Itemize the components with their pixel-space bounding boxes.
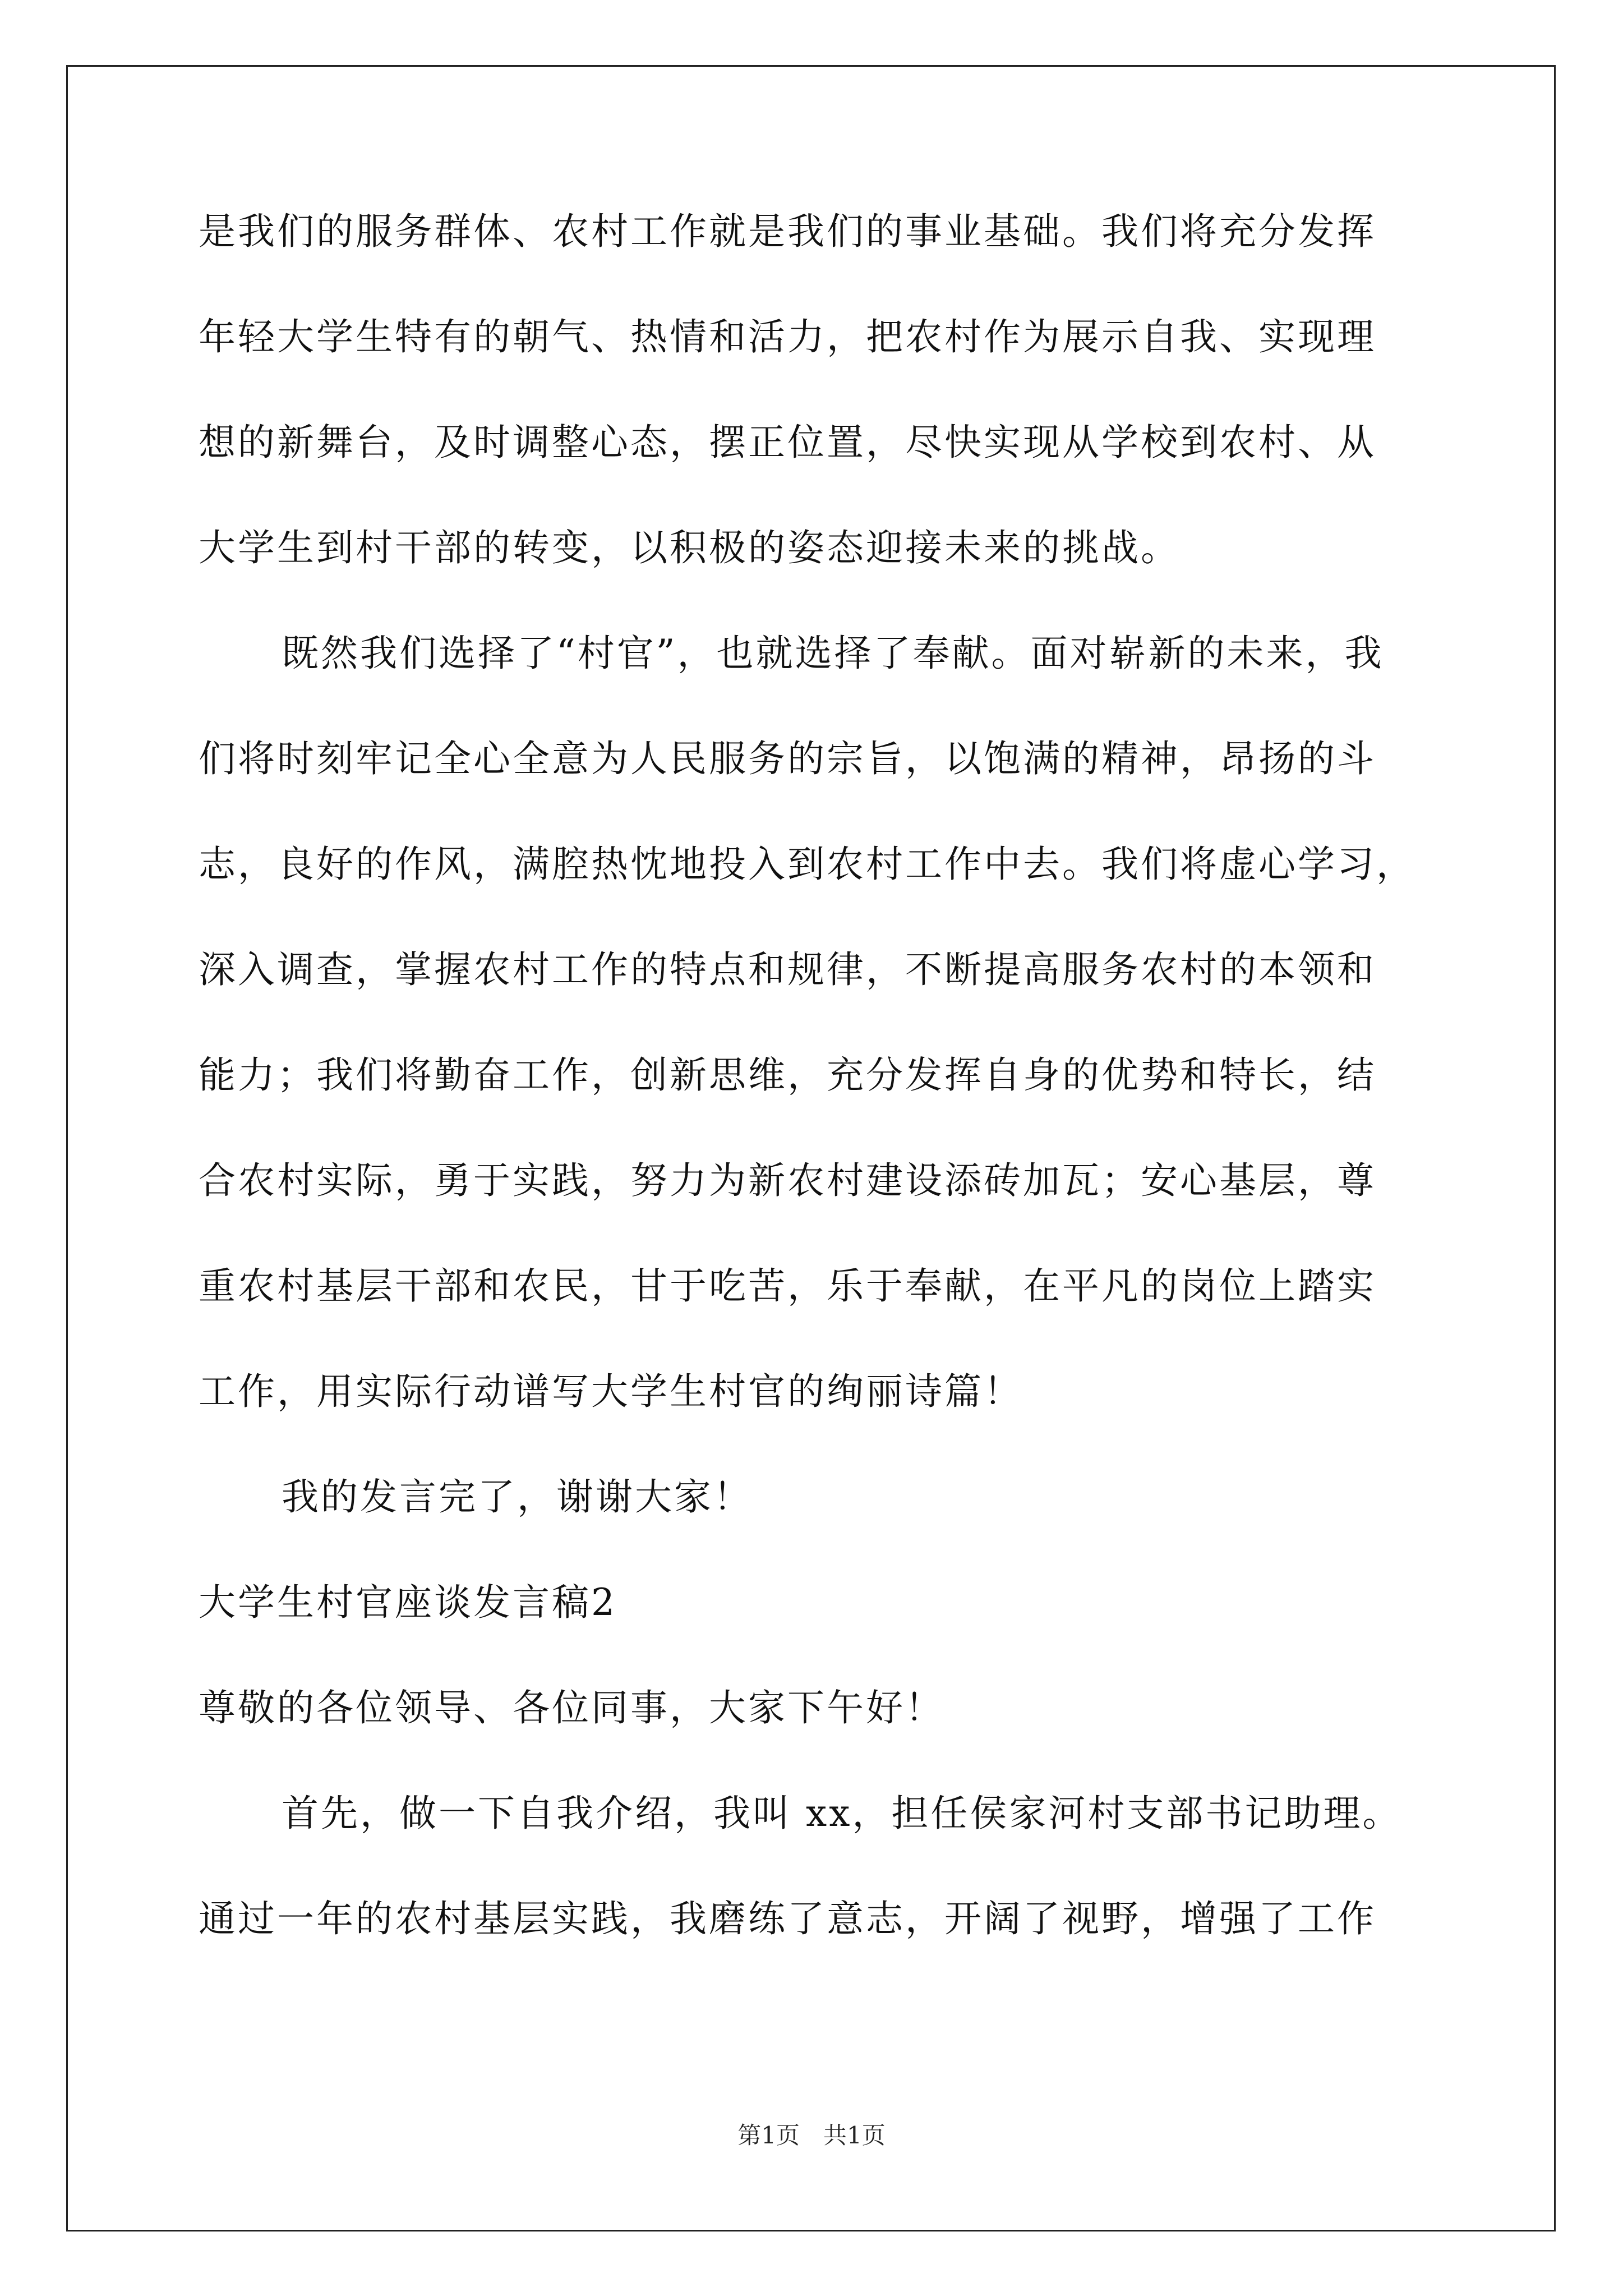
paragraph-line: 通过一年的农村基层实践，我磨练了意志，开阔了视野，增强了工作 xyxy=(199,1897,1376,1940)
paragraph-line: 深入调查，掌握农村工作的特点和规律，不断提高服务农村的本领和 xyxy=(199,948,1376,991)
paragraph-line: 首先，做一下自我介绍，我叫 xx，担任侯家河村支部书记助理。 xyxy=(282,1792,1402,1835)
paragraph-line: 重农村基层干部和农民，甘于吃苦，乐于奉献，在平凡的岗位上踏实 xyxy=(199,1264,1376,1308)
paragraph-line: 是我们的服务群体、农村工作就是我们的事业基础。我们将充分发挥 xyxy=(199,210,1376,253)
paragraph-line: 志，良好的作风，满腔热忱地投入到农村工作中去。我们将虚心学习， xyxy=(199,843,1415,886)
page-footer: 第1页 共1页 xyxy=(737,2122,886,2149)
paragraph-line: 合农村实际，勇于实践，努力为新农村建设添砖加瓦；安心基层，尊 xyxy=(199,1159,1376,1202)
paragraph-line: 年轻大学生特有的朝气、热情和活力，把农村作为展示自我、实现理 xyxy=(199,315,1376,358)
paragraph-line: 工作，用实际行动谱写大学生村官的绚丽诗篇！ xyxy=(199,1370,1023,1413)
paragraph-line: 大学生到村干部的转变，以积极的姿态迎接未来的挑战。 xyxy=(199,526,1180,569)
paragraph-line: 想的新舞台，及时调整心态，摆正位置，尽快实现从学校到农村、从 xyxy=(199,421,1376,464)
paragraph-line: 能力；我们将勤奋工作，创新思维，充分发挥自身的优势和特长，结 xyxy=(199,1053,1376,1097)
document-body xyxy=(199,210,1466,2006)
closing-line: 我的发言完了，谢谢大家！ xyxy=(282,1475,753,1519)
salutation-line: 尊敬的各位领导、各位同事，大家下午好！ xyxy=(199,1686,944,1729)
section-title: 大学生村官座谈发言稿2 xyxy=(199,1581,617,1624)
paragraph-line: 们将时刻牢记全心全意为人民服务的宗旨，以饱满的精神，昂扬的斗 xyxy=(199,737,1376,780)
paragraph-line: 既然我们选择了“村官”，也就选择了奉献。面对崭新的未来，我 xyxy=(282,632,1384,675)
